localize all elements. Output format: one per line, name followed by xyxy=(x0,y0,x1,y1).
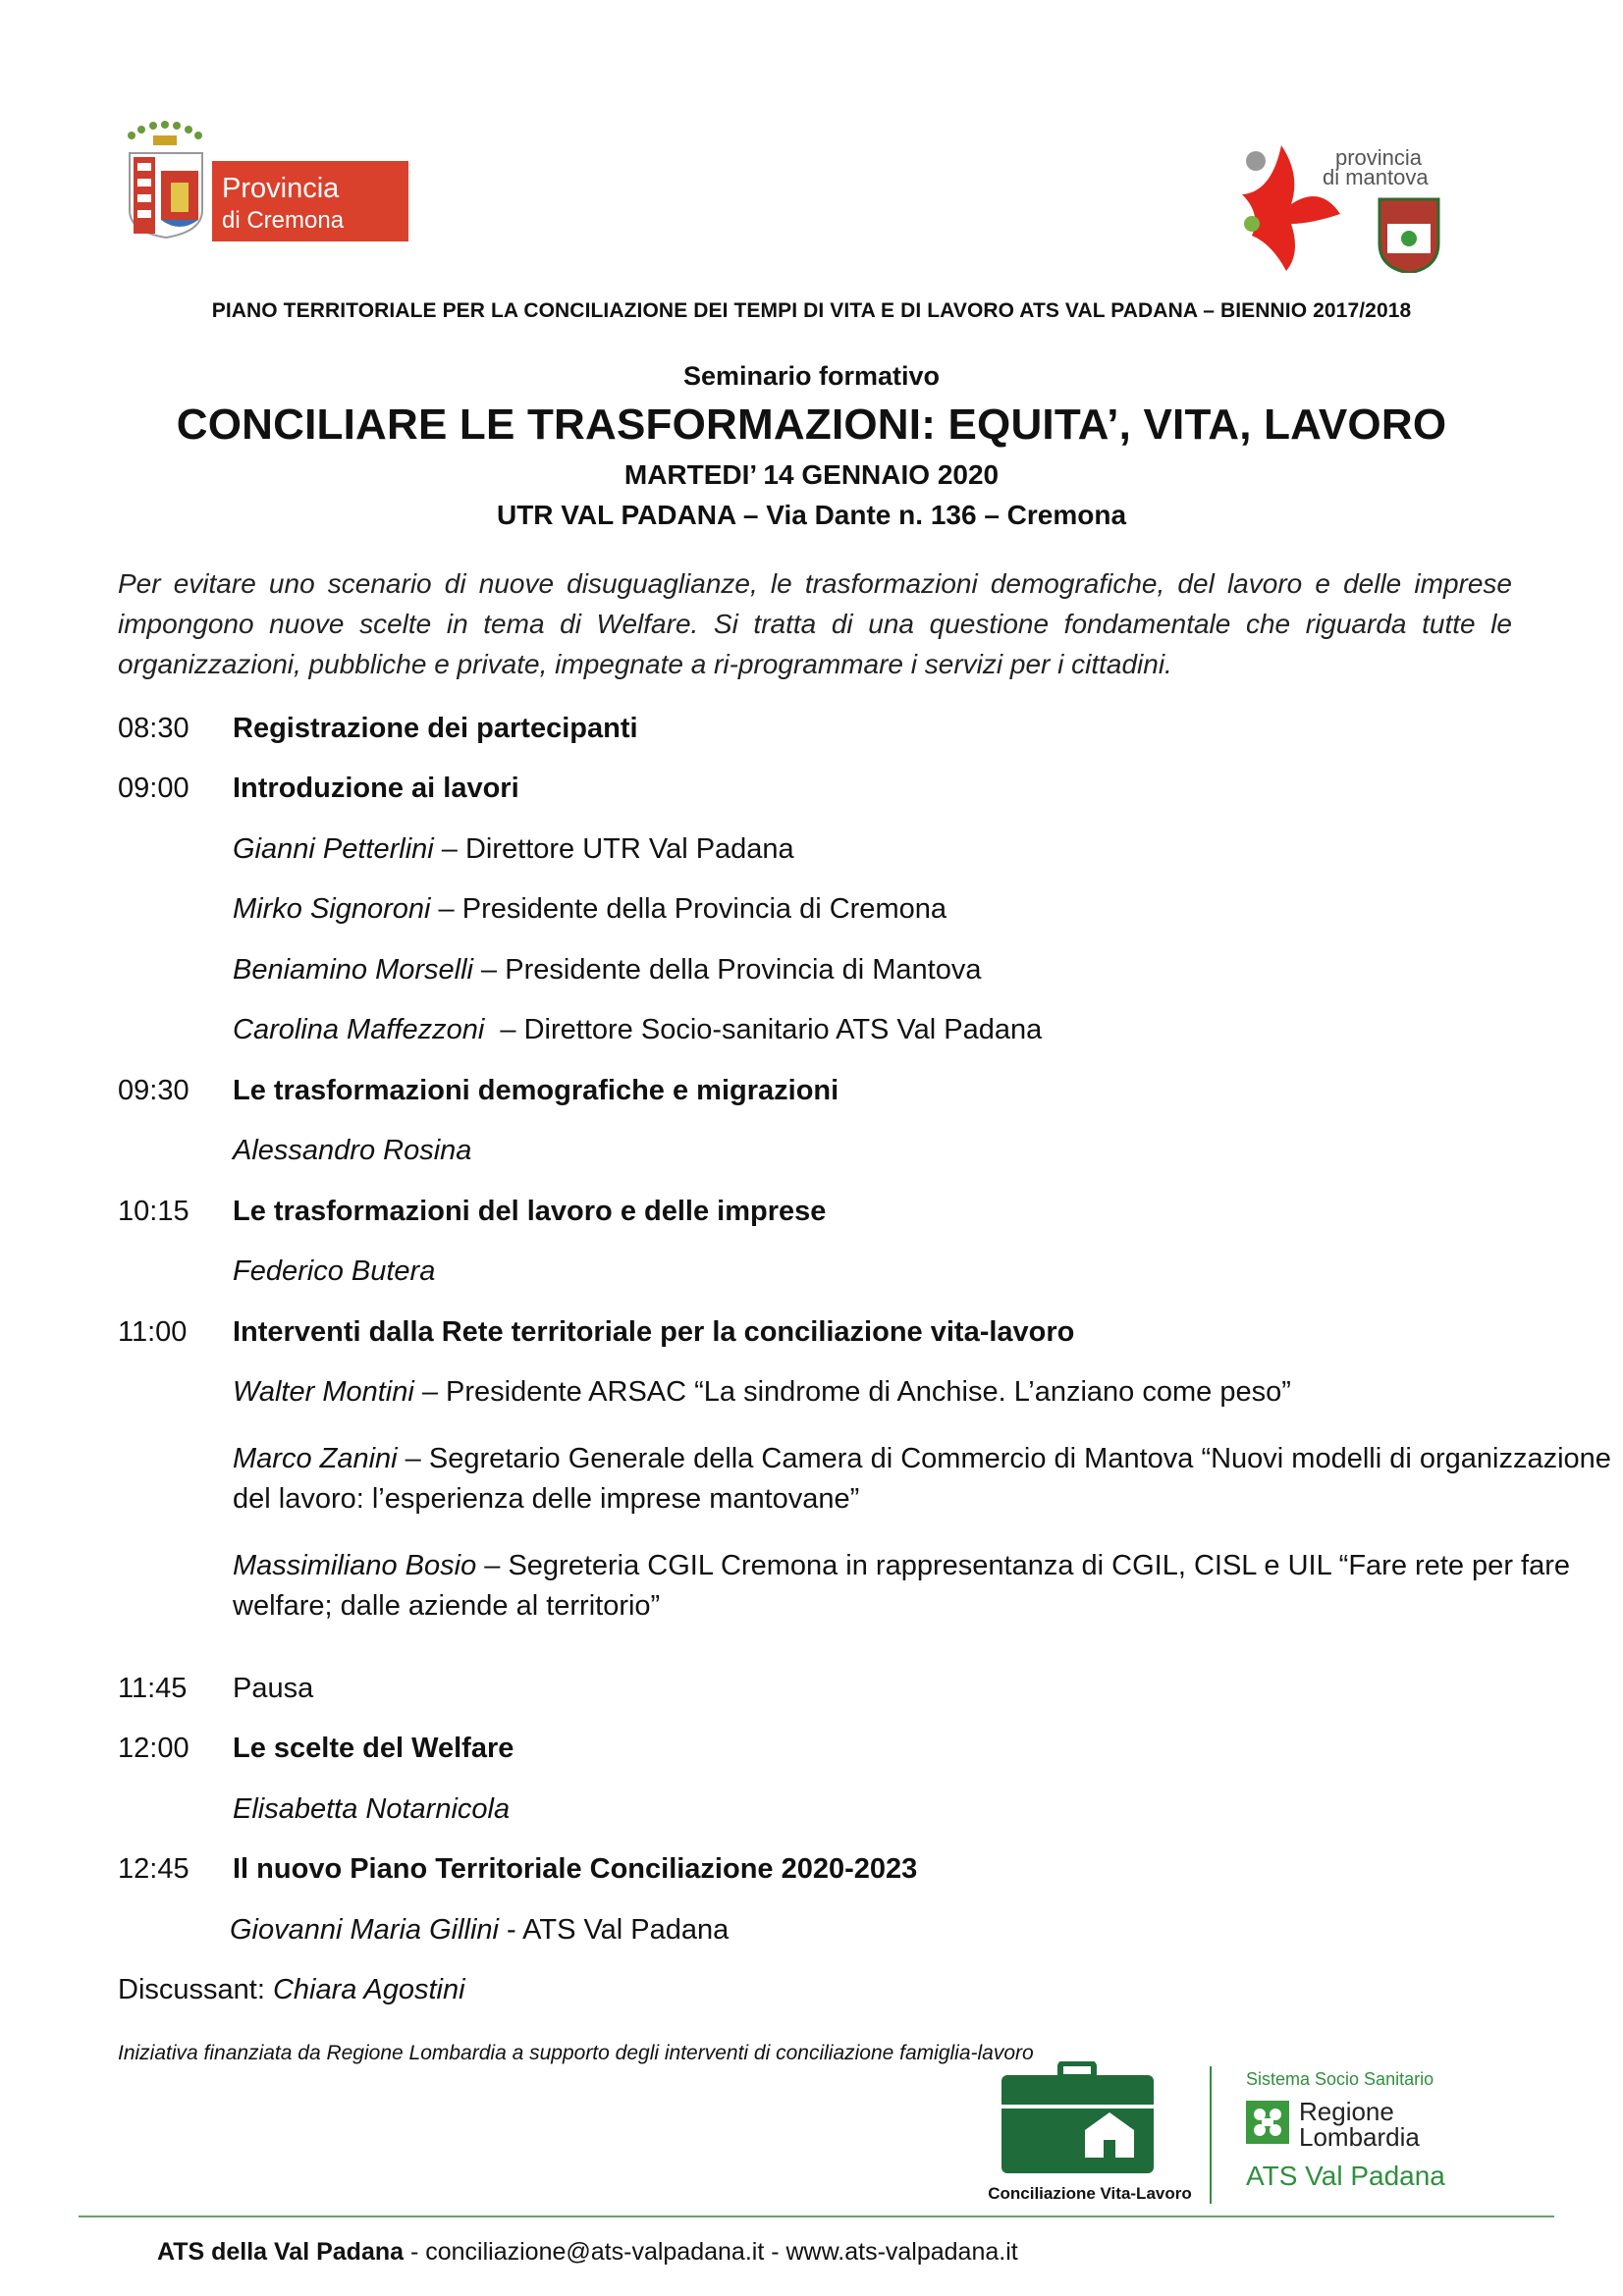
speaker-name: Giovanni Maria Gillini xyxy=(230,1914,499,1946)
speaker-role: – Presidente della Provincia di Mantova xyxy=(473,954,982,986)
cremona-logo-line1: Provincia xyxy=(222,173,340,204)
footer xyxy=(157,2238,1018,2267)
speaker-name: Walter Montini xyxy=(233,1376,414,1408)
footer-org: ATS della Val Padana xyxy=(157,2238,405,2266)
speaker-name: Mirko Signoroni xyxy=(233,893,431,925)
seminar-label: Seminario formativo xyxy=(682,361,941,391)
speaker-name: Elisabetta Notarnicola xyxy=(233,1793,511,1825)
program-title: Le scelte del Welfare xyxy=(233,1733,514,1764)
discussant-line xyxy=(118,1970,1532,2010)
regione-logo-name2: Lombardia xyxy=(1299,2122,1420,2152)
speaker-name: Gianni Petterlini xyxy=(233,833,434,865)
speaker-name: Alessandro Rosina xyxy=(233,1135,472,1166)
page-title: CONCILIARE LE TRASFORMAZIONI: EQUITA’, VITA, LAVORO xyxy=(176,400,1447,449)
program-time: 10:15 xyxy=(118,1196,189,1227)
program-time: 09:30 xyxy=(118,1075,189,1106)
logo-divider xyxy=(1210,2066,1212,2204)
program-title: Pausa xyxy=(233,1673,314,1704)
plan-heading: PIANO TERRITORIALE PER LA CONCILIAZIONE DEI TEMPI DI VITA E DI LAVORO ATS VAL PADANA – BIENNIO 2017/2018 xyxy=(211,299,1412,322)
speaker-name: Federico Butera xyxy=(233,1255,436,1287)
discussant-label: Discussant: xyxy=(118,1974,273,2005)
provincia-mantova-logo xyxy=(1232,145,1468,273)
speaker-role: – Direttore UTR Val Padana xyxy=(433,833,794,865)
regione-logo-top: Sistema Socio Sanitario xyxy=(1246,2069,1434,2089)
speaker-name: Beniamino Morselli xyxy=(233,954,473,986)
speaker-role: – Direttore Socio-sanitario ATS Val Padana xyxy=(484,1014,1043,1045)
conciliazione-logo-label: Conciliazione Vita-Lavoro xyxy=(988,2184,1192,2203)
cremona-logo-line2: di Cremona xyxy=(222,207,345,234)
regione-logo-name1: Regione xyxy=(1299,2097,1394,2126)
program-title: Registrazione dei partecipanti xyxy=(233,713,638,744)
program-time: 11:45 xyxy=(118,1673,188,1704)
speaker-name: Marco Zanini xyxy=(233,1443,398,1474)
program-time: 12:00 xyxy=(118,1733,189,1764)
program-time: 12:45 xyxy=(118,1853,189,1885)
footer-contact: - conciliazione@ats-valpadana.it - www.ats-valpadana.it xyxy=(404,2238,1018,2266)
footer-divider xyxy=(79,2216,1554,2217)
regione-lombardia-logo xyxy=(1232,2063,1488,2206)
funding-note: Iniziativa finanziata da Regione Lombardia a supporto degli interventi di conciliazione famiglia-lavoro xyxy=(118,2042,1034,2064)
speaker-role: – Presidente ARSAC “La sindrome di Anchise. L’anziano come peso” xyxy=(413,1376,1291,1408)
speaker-role: – Segreteria CGIL Cremona in rappresentanza di CGIL, CISL e UIL “Fare rete per fare welfare; dalle aziende al territorio” xyxy=(233,1550,1570,1622)
program-time: 09:00 xyxy=(118,773,189,804)
program-time: 11:00 xyxy=(118,1316,188,1348)
event-date: MARTEDI’ 14 GENNAIO 2020 xyxy=(623,459,1000,490)
regione-logo-ats: ATS Val Padana xyxy=(1246,2161,1445,2191)
program-title: Interventi dalla Rete territoriale per la conciliazione vita-lavoro xyxy=(233,1316,1075,1348)
program-title: Le trasformazioni del lavoro e delle imprese xyxy=(233,1196,827,1227)
program-title: Introduzione ai lavori xyxy=(233,773,519,804)
speaker-name: Massimiliano Bosio xyxy=(233,1550,477,1581)
conciliazione-logo xyxy=(982,2061,1198,2204)
speaker-role: – Segretario Generale della Camera di Commercio di Mantova “Nuovi modelli di organizzazione del lavoro: l’esperienza delle imprese mantovane” xyxy=(233,1443,1611,1515)
speaker-role: – Presidente della Provincia di Cremona xyxy=(430,893,947,925)
intro-paragraph: Per evitare uno scenario di nuove disuguaglianze, le trasformazioni demografiche, del lavoro e delle imprese impongono nuove scelte in tema di Welfare. Si tratta di una questione fondamentale che riguarda tutte le organizzazioni, pubbliche e private, impegnate a ri-programmare i servizi per i cittadini. xyxy=(118,568,1512,679)
program-time: 08:30 xyxy=(118,713,189,744)
discussant-name: Chiara Agostini xyxy=(272,1974,465,2005)
program-title: Le trasformazioni demografiche e migrazioni xyxy=(233,1075,839,1106)
mantova-logo-line2: di mantova xyxy=(1323,165,1429,189)
event-venue: UTR VAL PADANA – Via Dante n. 136 – Cremona xyxy=(496,500,1127,530)
speaker-role: - ATS Val Padana xyxy=(499,1914,730,1946)
mantova-logo-line1: provincia xyxy=(1335,145,1423,170)
speaker-name: Carolina Maffezzoni xyxy=(233,1014,485,1045)
program-title: Il nuovo Piano Territoriale Conciliazione 2020-2023 xyxy=(233,1853,918,1885)
provincia-cremona-logo xyxy=(118,116,412,243)
